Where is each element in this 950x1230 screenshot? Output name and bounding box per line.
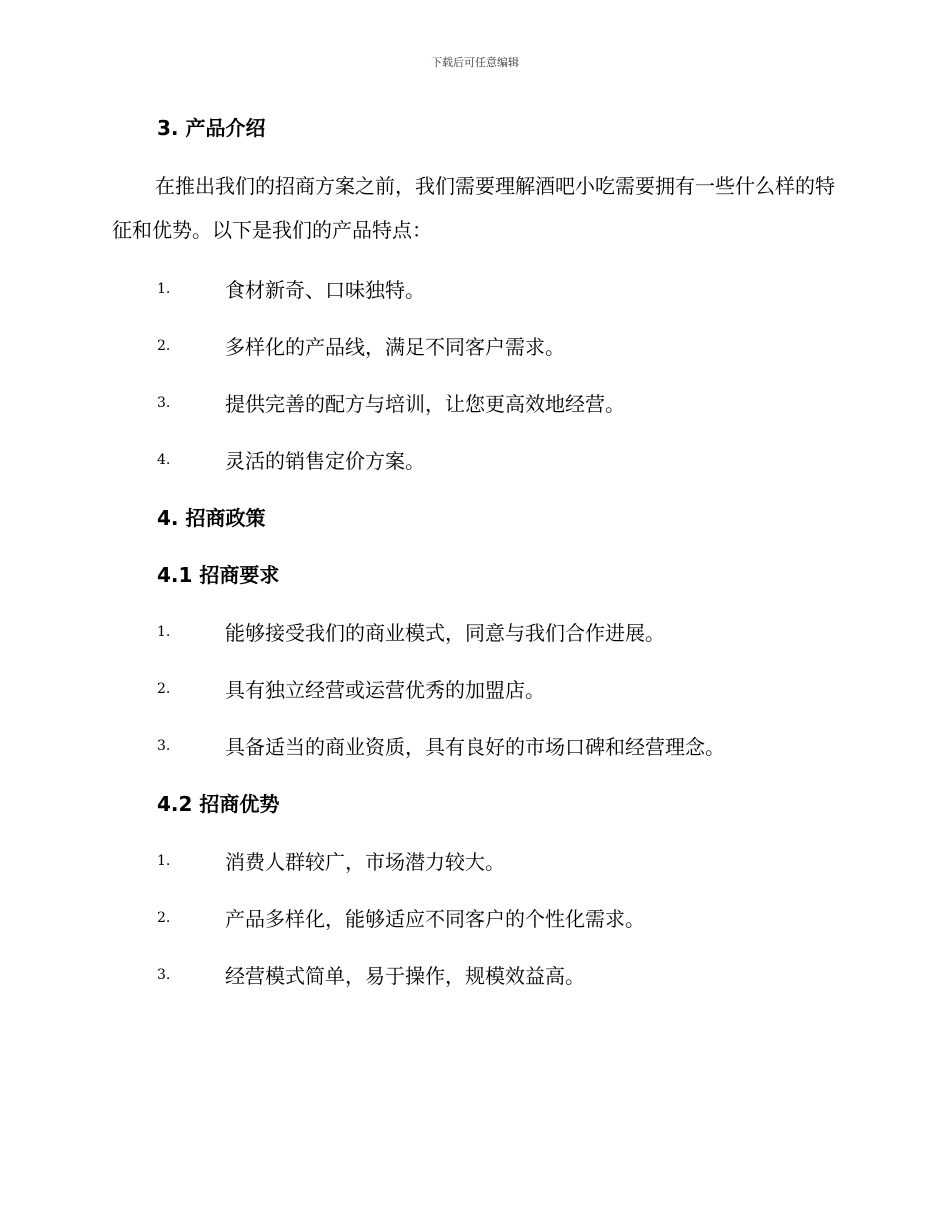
list-item-text: 具备适当的商业资质，具有良好的市场口碑和经营理念。 <box>225 735 725 759</box>
list-item-number: 3. <box>157 395 171 411</box>
list-item-number: 1. <box>157 281 171 297</box>
list-item <box>157 333 857 361</box>
list-item-text: 能够接受我们的商业模式，同意与我们合作进展。 <box>225 621 665 645</box>
list-item-text: 食材新奇、口味独特。 <box>225 278 425 302</box>
list-item-text: 经营模式简单，易于操作，规模效益高。 <box>225 964 585 988</box>
list-item-number: 3. <box>157 738 171 754</box>
list-item-number: 2. <box>157 681 171 697</box>
list-item-number: 1. <box>157 853 171 869</box>
list-item-text: 提供完善的配方与培训，让您更高效地经营。 <box>225 392 625 416</box>
section-4-heading: 4. 招商政策 <box>157 506 266 530</box>
list-item <box>157 905 857 933</box>
list-item-text: 具有独立经营或运营优秀的加盟店。 <box>225 678 545 702</box>
list-item <box>157 276 857 304</box>
list-item-number: 2. <box>157 910 171 926</box>
section-3-heading: 3. 产品介绍 <box>157 116 266 140</box>
section-4-2-heading: 4.2 招商优势 <box>157 792 280 816</box>
section-3-intro <box>112 164 842 252</box>
list-item <box>157 676 857 704</box>
list-item-text: 产品多样化，能够适应不同客户的个性化需求。 <box>225 907 645 931</box>
list-item <box>157 962 857 990</box>
list-item <box>157 390 857 418</box>
page-header-note: 下载后可任意编辑 <box>431 56 519 69</box>
list-item-text: 多样化的产品线，满足不同客户需求。 <box>225 335 565 359</box>
list-item-number: 3. <box>157 967 171 983</box>
list-item-text: 消费人群较广，市场潜力较大。 <box>225 850 505 874</box>
list-item <box>157 733 857 761</box>
section-4-1-heading: 4.1 招商要求 <box>157 563 280 587</box>
list-item-number: 2. <box>157 338 171 354</box>
list-item <box>157 619 857 647</box>
list-item-number: 4. <box>157 452 171 468</box>
list-item <box>157 848 857 876</box>
list-item-text: 灵活的销售定价方案。 <box>225 449 425 473</box>
list-item-number: 1. <box>157 624 171 640</box>
section-3-intro-text: 在推出我们的招商方案之前，我们需要理解酒吧小吃需要拥有一些什么样的特征和优势。以下是我们的产品特点： <box>112 174 835 242</box>
list-item <box>157 447 857 475</box>
